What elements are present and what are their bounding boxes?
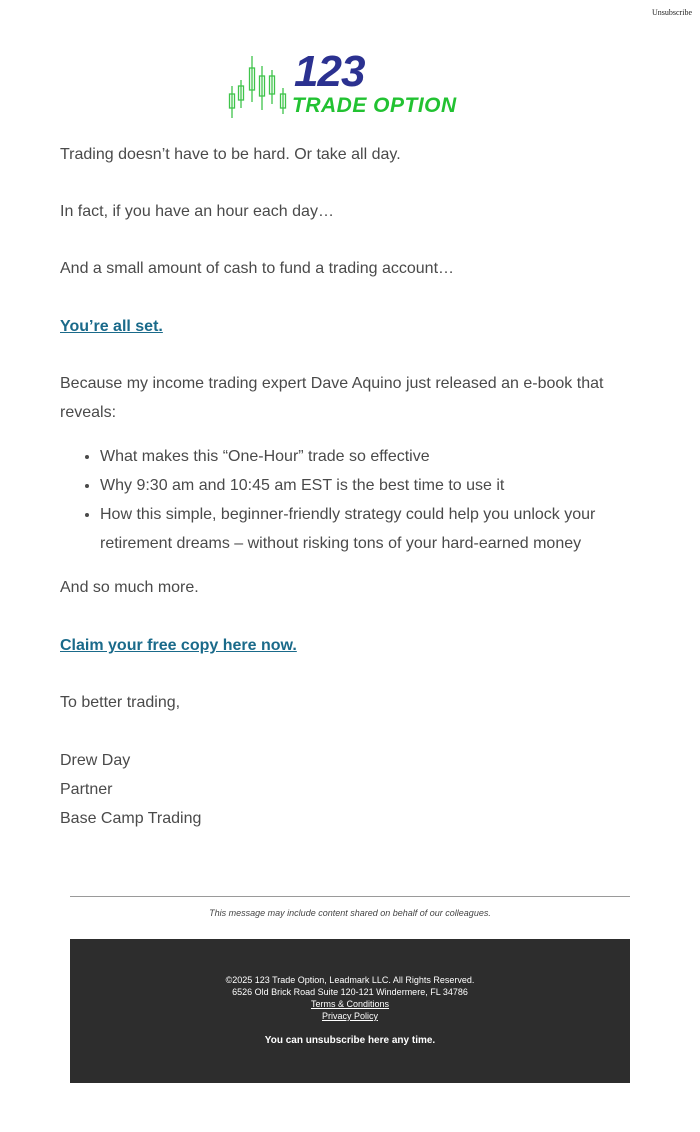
paragraph-closing: To better trading, (60, 694, 181, 711)
logo-number: 123 (294, 47, 365, 96)
colleagues-notice: This message may include content shared on behalf of our colleagues. (209, 908, 491, 918)
paragraph-hour: In fact, if you have an hour each day… (60, 203, 334, 220)
paragraph-intro: Trading doesn’t have to be hard. Or take all day. (60, 146, 401, 163)
footer-copyright: ©2025 123 Trade Option, Leadmark LLC. All Rights Reserved. (225, 975, 475, 985)
all-set-link[interactable]: You’re all set. (60, 318, 163, 335)
logo-wordmark: TRADE OPTION (292, 94, 457, 117)
signature-name: Drew Day (60, 752, 131, 769)
privacy-link[interactable]: Privacy Policy (321, 1011, 378, 1021)
signature (60, 746, 201, 833)
benefits-list (100, 442, 620, 558)
terms-link[interactable]: Terms & Conditions (310, 999, 390, 1009)
paragraph-more: And so much more. (60, 579, 199, 596)
list-item: • Why 9:30 am and 10:45 am EST is the best time to use it (100, 471, 620, 500)
list-item: • What makes this “One-Hour” trade so effective (100, 442, 620, 471)
candlestick-chart-icon (228, 56, 292, 120)
signature-company: Base Camp Trading (60, 810, 202, 827)
footer-divider (70, 896, 630, 897)
unsubscribe-link-footer[interactable]: You can unsubscribe here any time. (264, 1035, 436, 1046)
footer (70, 939, 630, 1083)
brand-logo (228, 47, 472, 120)
claim-copy-link[interactable]: Claim your free copy here now. (60, 637, 297, 654)
signature-title: Partner (60, 781, 113, 798)
list-item: • How this simple, beginner-friendly strategy could help you unlock your retirement dreams – without risking tons of your hard-earned money (100, 500, 620, 558)
paragraph-ebook: Because my income trading expert Dave Aquino just released an e-book that reveals: (60, 375, 604, 421)
unsubscribe-link-top[interactable]: Unsubscribe (652, 8, 692, 17)
paragraph-cash: And a small amount of cash to fund a trading account… (60, 260, 455, 277)
footer-address: 6526 Old Brick Road Suite 120-121 Windermere, FL 34786 (232, 987, 468, 997)
